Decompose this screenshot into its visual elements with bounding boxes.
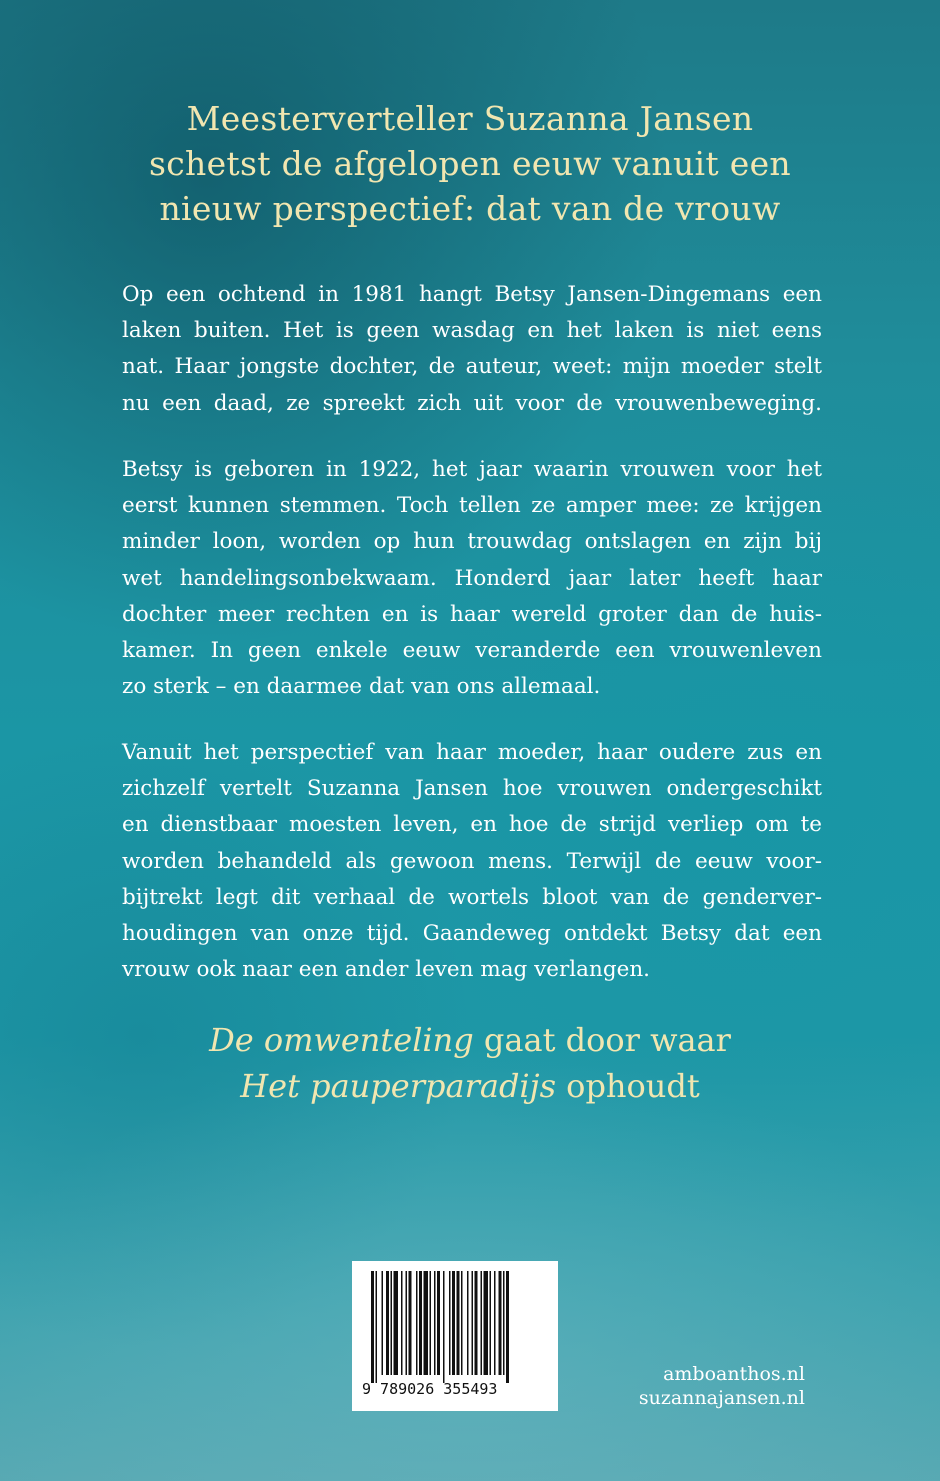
barcode-bar	[419, 1271, 422, 1375]
barcode-bar	[406, 1271, 408, 1375]
pitch-text: gaat door waar	[473, 1021, 731, 1059]
barcode-bar	[457, 1271, 460, 1375]
blurb-line: en dienstbaar moesten leven, en hoe de strijd verliep om te	[122, 812, 822, 838]
barcode-bar	[394, 1271, 399, 1375]
blurb-line: houdingen van onze tijd. Gaandeweg ontdekt Betsy dat een	[122, 921, 822, 947]
barcode-bar	[401, 1271, 403, 1375]
barcode-bar	[506, 1271, 509, 1383]
barcode-bar	[503, 1271, 505, 1375]
blurb-line: Op een ochtend in 1981 hangt Betsy Jansen-Dingemans een	[122, 282, 822, 307]
author-website: suzannajansen.nl	[638, 1387, 805, 1409]
cover-tagline	[0, 96, 940, 231]
blurb-line: kamer. In geen enkele eeuw veranderde een vrouwenleven	[122, 638, 822, 664]
barcode-bar	[481, 1271, 483, 1375]
blurb-line: vrouw ook naar een ander leven mag verlangen.	[122, 957, 650, 983]
blurb-paragraph-2	[122, 452, 822, 705]
barcode-bar	[452, 1271, 455, 1375]
blurb-line: zo sterk – en daarmee dat van ons allemaal.	[122, 674, 601, 700]
barcode-bar	[391, 1271, 393, 1375]
tagline-line: schetst de afgelopen eeuw vanuit een	[149, 144, 791, 183]
blurb-line: dochter meer rechten en is haar wereld groter dan de huis-	[122, 601, 822, 627]
blurb-line: wet handelingsonbekwaam. Honderd jaar later heeft haar	[122, 565, 822, 591]
book-title-earlier: Het pauperparadijs	[240, 1067, 556, 1105]
blurb-line: eerst kunnen stemmen. Toch tellen ze amper mee: ze krijgen	[122, 493, 822, 519]
barcode-bar	[371, 1271, 374, 1383]
barcode-bar	[467, 1271, 469, 1375]
barcode-bar	[416, 1271, 418, 1375]
tagline-line: nieuw perspectief: dat van de vrouw	[159, 189, 781, 228]
barcode-bar	[424, 1271, 429, 1375]
blurb-line: zichzelf vertelt Suzanna Jansen hoe vrouwen ondergeschikt	[122, 776, 822, 802]
barcode-bar	[437, 1271, 440, 1375]
barcode-bar	[434, 1271, 436, 1375]
barcode-bar	[461, 1271, 463, 1375]
blurb-line: nu een daad, ze spreekt zich uit voor de vrouwenbeweging.	[122, 390, 822, 416]
barcode-bar	[443, 1271, 445, 1383]
barcode-bar	[472, 1271, 474, 1375]
blurb-line: Betsy is geboren in 1922, het jaar waarin vrouwen voor het	[122, 457, 822, 482]
blurb-line: laken buiten. Het is geen wasdag en het laken is niet eens	[122, 318, 822, 344]
website-list	[639, 1362, 805, 1410]
book-title-previous: De omwenteling	[209, 1021, 474, 1059]
book-pitch	[0, 1017, 940, 1109]
barcode-bar	[499, 1271, 502, 1375]
isbn-digits: 9 789026 355493	[362, 1380, 498, 1398]
barcode-bar	[409, 1271, 412, 1375]
barcode-bar	[376, 1271, 378, 1383]
barcode-bar	[475, 1271, 478, 1375]
blurb-line: Vanuit het perspectief van haar moeder, haar oudere zus en	[122, 740, 822, 765]
blurb-line: nat. Haar jongste dochter, de auteur, weet: mijn moeder stelt	[122, 354, 822, 380]
barcode-bar	[430, 1271, 432, 1375]
tagline-line: Meesterverteller Suzanna Jansen	[186, 99, 754, 138]
publisher-website: amboanthos.nl	[663, 1363, 805, 1385]
barcode-bar	[484, 1271, 489, 1375]
isbn-barcode	[352, 1261, 558, 1411]
blurb-line: worden behandeld als gewoon mens. Terwijl de eeuw voor-	[122, 848, 822, 874]
pitch-line-1	[0, 1017, 940, 1063]
barcode-bar	[490, 1271, 492, 1375]
blurb-line: bijtrekt legt dit verhaal de wortels bloot van de genderver-	[122, 884, 822, 910]
barcode-bar	[386, 1271, 389, 1375]
pitch-text: ophoudt	[556, 1067, 700, 1105]
blurb-paragraph-3	[122, 735, 822, 988]
barcode-bar	[449, 1271, 451, 1375]
blurb-paragraph-1	[122, 277, 822, 422]
barcode-bar	[494, 1271, 496, 1375]
pitch-line-2	[0, 1063, 940, 1109]
barcode-bar	[382, 1271, 384, 1375]
blurb-line: minder loon, worden op hun trouwdag ontslagen en zijn bij	[122, 529, 822, 555]
